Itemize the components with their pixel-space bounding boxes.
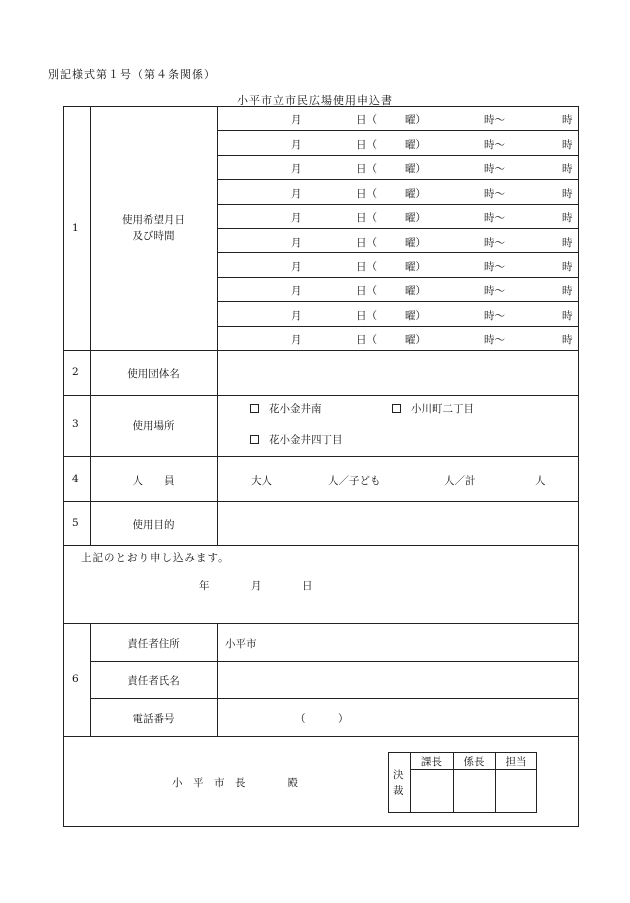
address-value[interactable]: 小平市 [225, 638, 257, 650]
address-label: 責任者住所 [127, 638, 180, 650]
checkbox[interactable] [250, 404, 259, 413]
approval-label-1: 決 [393, 769, 404, 781]
item-number-3: 3 [72, 418, 79, 430]
checkbox[interactable] [250, 435, 259, 444]
place-option-label: 小川町二丁目 [411, 403, 475, 415]
adult-label: 大人 [251, 475, 272, 487]
form-number-label: 別記様式第１号（第４条関係） [48, 68, 216, 81]
purpose-field[interactable] [219, 503, 577, 543]
group-name-field[interactable] [219, 352, 577, 393]
approval-header-section-chief: 課長 [421, 756, 442, 768]
date-row[interactable]: 月 日（ 曜） 時～ 時 [291, 188, 573, 200]
place-option-ogawacho[interactable] [392, 401, 474, 416]
child-label: 人／子ども [328, 475, 381, 487]
place-option-label: 花小金井南 [269, 403, 322, 415]
date-day-label: 日 [302, 580, 313, 592]
usage-date-label: 使用希望月日 [122, 214, 185, 226]
person-unit: 人 [535, 475, 546, 487]
name-field[interactable] [219, 663, 577, 696]
purpose-label: 使用目的 [132, 519, 175, 531]
name-label: 責任者氏名 [127, 675, 180, 687]
form-title: 小平市立市民広場使用申込書 [237, 94, 393, 107]
approval-header-subsection-chief: 係長 [463, 756, 485, 768]
item-number-6: 6 [72, 673, 79, 685]
checkbox[interactable] [392, 404, 401, 413]
date-row[interactable]: 月 日（ 曜） 時～ 時 [291, 163, 573, 175]
total-label: 人／計 [444, 475, 476, 487]
date-month-label: 月 [251, 580, 262, 592]
addressee: 小 平 市 長 殿 [172, 777, 298, 789]
phone-label: 電話番号 [132, 713, 175, 725]
place-option-hanakoganei-yonchome[interactable] [250, 432, 343, 447]
phone-paren-close: ） [338, 713, 349, 725]
item-number-1: 1 [72, 222, 79, 234]
declaration-text: 上記のとおり申し込みます。 [81, 552, 230, 564]
date-row[interactable]: 月 日（ 曜） 時～ 時 [291, 212, 573, 224]
item-number-2: 2 [72, 366, 79, 378]
date-row[interactable]: 月 日（ 曜） 時～ 時 [291, 285, 573, 297]
place-option-hanakoganei-minami[interactable] [250, 401, 322, 416]
date-year-label: 年 [199, 580, 210, 592]
place-label: 使用場所 [132, 420, 175, 432]
place-option-label: 花小金井四丁目 [269, 434, 343, 446]
item-number-4: 4 [72, 473, 79, 485]
date-row[interactable]: 月 日（ 曜） 時～ 時 [291, 237, 573, 249]
phone-paren-open: （ [295, 713, 306, 725]
group-name-label: 使用団体名 [127, 368, 180, 380]
people-label: 人 員 [132, 475, 175, 487]
approval-header-staff: 担当 [505, 756, 527, 768]
item-number-5: 5 [72, 517, 79, 529]
usage-date-label-line2: 及び時間 [132, 230, 175, 242]
date-row[interactable]: 月 日（ 曜） 時～ 時 [291, 139, 573, 151]
date-row[interactable]: 月 日（ 曜） 時～ 時 [291, 334, 573, 346]
date-row[interactable]: 月 日（ 曜） 時～ 時 [291, 261, 573, 273]
date-row[interactable]: 月 日（ 曜） 時～ 時 [291, 310, 573, 322]
date-row[interactable]: 月 日（ 曜） 時～ 時 [291, 114, 573, 126]
approval-label-2: 裁 [393, 785, 404, 797]
